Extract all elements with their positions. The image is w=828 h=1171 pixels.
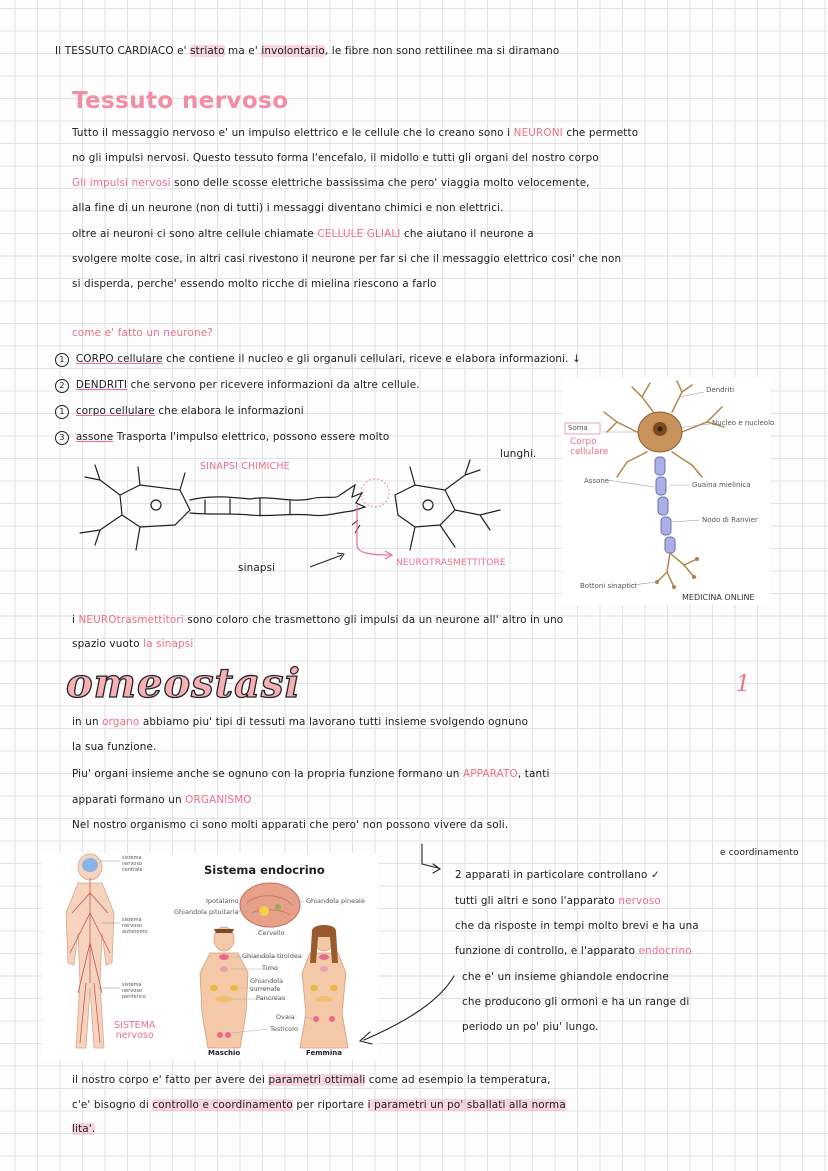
label-timo: Timo <box>262 964 278 972</box>
nervoso-line-1: Tutto il messaggio nervoso e' un impulso elettrico e le cellule che lo creano sono i NEURONI che permetto <box>72 127 639 139</box>
final-line-2: c'e' bisogno di controllo e coordinamento per riportare i parametri un po' sballati alla norma <box>72 1099 566 1111</box>
label-assone: Assone <box>584 477 610 485</box>
label-bottoni: Bottoni sinaptici <box>580 582 637 590</box>
right-col-line-6: che producono gli ormoni e ha un range di <box>462 996 690 1008</box>
neurotrasmettitore-label: NEUROTRASMETTITORE <box>396 558 506 568</box>
label-maschio: Maschio <box>208 1049 241 1057</box>
nervoso-line-3: Gli impulsi nervosi sono delle scosse elettriche bassissima che pero' viaggia molto velocemente, <box>72 177 590 189</box>
omeostasi-line-4: apparati formano un ORGANISMO <box>72 794 252 806</box>
label-nucleo: Nucleo e nucleolo <box>712 419 775 427</box>
list-item: 3 assone Trasporta l'impulso elettrico, possono essere molto <box>55 430 389 445</box>
label-ipotalamo: Ipotalamo <box>206 897 239 905</box>
omeostasi-line-2: la sua funzione. <box>72 741 157 753</box>
neuron-structure-question: come e' fatto un neurone? <box>72 327 213 339</box>
omeostasi-line-3: Piu' organi insieme anche se ognuno con la propria funzione formano un APPARATO, tanti <box>72 768 550 780</box>
final-line-3: lita'. <box>72 1123 96 1135</box>
coordinamento-note: e coordinamento <box>720 848 799 858</box>
label-pancreas: Pancreas <box>256 994 286 1002</box>
arrows-to-figure <box>330 840 470 1050</box>
label-sistema-nervoso: SISTEMA nervoso <box>114 1020 156 1041</box>
list-item: 2 DENDRITI che servono per ricevere informazioni da altre cellule. <box>55 378 420 393</box>
label-ovaia: Ovaia <box>276 1013 295 1021</box>
label-pituitaria: Ghiandola pituitaria <box>174 908 239 916</box>
neurotrasmettitori-line-2: spazio vuoto la sinapsi <box>72 638 194 650</box>
omeostasi-line-1: in un organo abbiamo piu' tipi di tessuti ma lavorano tutti insieme svolgendo ognuno <box>72 716 529 728</box>
list-item: 1 CORPO cellulare che contiene il nucleo e gli organuli cellulari, riceve e elabora informazioni. ↓ <box>55 352 581 367</box>
section-title-omeostasi: omeostasi <box>66 660 301 707</box>
credit-medicina-online: MEDICINA ONLINE <box>682 593 755 602</box>
right-col-line-3: che da risposte in tempi molto brevi e ha una <box>455 920 699 932</box>
label-surrenale: Ghiandola surrenale <box>250 977 283 993</box>
page-number: 1 <box>736 672 750 697</box>
section-title-nervous-tissue: Tessuto nervoso <box>72 88 289 114</box>
label-sn-periferico: sistema nervoso periferico <box>122 982 146 1000</box>
label-cervello: Cervello <box>258 929 285 937</box>
list-continuation: lunghi. <box>500 448 537 460</box>
label-tiroidea: Ghiandola tiroidea <box>242 952 302 960</box>
sinapsi-chimiche-label: SINAPSI CHIMICHE <box>200 461 290 472</box>
nervoso-line-7: si disperda, perche' essendo molto ricche di mielina riescono a farlo <box>72 278 437 290</box>
right-col-line-2: tutti gli altri e sono l'apparato nervoso <box>455 895 661 907</box>
omeostasi-line-5: Nel nostro organismo ci sono molti apparati che pero' non possono vivere da soli. <box>72 819 509 831</box>
neurotrasmettitori-line-1: i NEUROtrasmettitori sono coloro che trasmettono gli impulsi da un neurone all' altro in uno <box>72 614 564 626</box>
nervoso-line-4: alla fine di un neurone (non di tutti) i messaggi diventano chimici e non elettrici. <box>72 202 504 214</box>
label-corpo-cellulare: Corpo cellulare <box>570 437 609 457</box>
endocrine-drawing <box>42 853 378 1060</box>
neuron-diagram <box>562 377 775 605</box>
right-col-line-1: 2 apparati in particolare controllano ✓ <box>455 869 660 881</box>
final-line-1: il nostro corpo e' fatto per avere dei parametri ottimali come ad esempio la temperatura, <box>72 1074 551 1086</box>
label-soma: Soma <box>568 424 588 432</box>
nervoso-line-6: svolgere molte cose, in altri casi rivestono il neurone per far si che il messaggio elettrico cosi' che non <box>72 253 622 265</box>
label-testicolo: Testicolo <box>270 1025 298 1033</box>
right-col-line-4: funzione di controllo, e l'apparato endocrino <box>455 945 692 957</box>
label-guaina: Guaina mielinica <box>692 481 751 489</box>
sinapsi-label: sinapsi <box>238 562 276 574</box>
nervoso-line-5: oltre ai neuroni ci sono altre cellule chiamate CELLULE GLIALI che aiutano il neurone a <box>72 228 534 240</box>
endocrine-system-figure <box>42 853 378 1060</box>
label-pineale: Ghiandola pineale <box>306 897 365 905</box>
cardiac-note: Il TESSUTO CARDIACO e' striato ma e' involontario, le fibre non sono rettilinee ma si diramano <box>55 45 560 57</box>
right-col-line-7: periodo un po' piu' lungo. <box>462 1021 599 1033</box>
label-femmina: Femmina <box>306 1049 342 1057</box>
label-nodo-ranvier: Nodo di Ranvier <box>702 516 758 524</box>
nervoso-line-2: no gli impulsi nervosi. Questo tessuto forma l'encefalo, il midollo e tutti gli organi del nostro corpo <box>72 152 599 164</box>
label-sn-autonomo: sistema nervoso autonomo <box>122 917 148 935</box>
list-item: 1 corpo cellulare che elabora le informazioni <box>55 404 304 419</box>
label-sn-centrale: sistema nervoso centrale <box>122 855 143 873</box>
label-dendriti: Dendriti <box>706 386 735 394</box>
neuron-drawing <box>562 377 770 605</box>
endocrine-title: Sistema endocrino <box>204 863 325 877</box>
right-col-line-5: che e' un insieme ghiandole endocrine <box>462 971 669 983</box>
